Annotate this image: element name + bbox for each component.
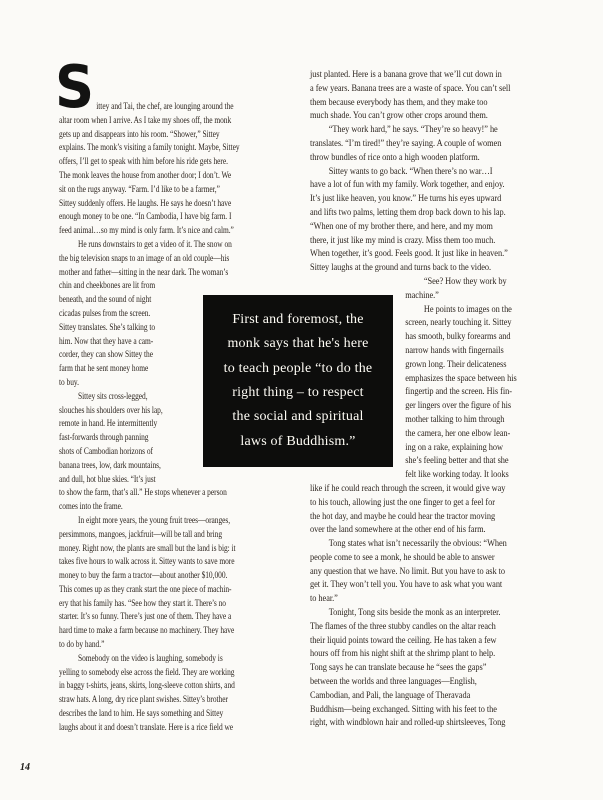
text-line: them because everybody has them, and they make too bbox=[310, 96, 488, 108]
text-line: fingertip and the screen. His fin- bbox=[405, 386, 512, 398]
text-line: has smooth, bulky forearms and bbox=[405, 331, 511, 343]
text-line: Tong says he can translate because he “sees the gaps” bbox=[310, 662, 487, 674]
text-line: in baggy t-shirts, jeans, skirts, long-sleeve cotton shirts, and bbox=[59, 680, 235, 692]
text-line: starter. It’s so funny. There’s just one of them. They have a bbox=[59, 611, 232, 623]
text-line: “They work hard,” he says. “They’re so heavy!” he bbox=[328, 124, 498, 136]
text-line: ger lingers over the figure of his bbox=[405, 400, 512, 412]
text-line: grown long. Their delicateness bbox=[405, 358, 507, 370]
text-line: Buddhism—being exchanged. Sitting with his feet to the bbox=[310, 703, 497, 715]
pull-quote-box bbox=[203, 295, 393, 467]
text-line: to do by hand.” bbox=[59, 639, 105, 651]
text-line: It’s just like heaven, you know.” He turns his eyes upward bbox=[310, 193, 502, 205]
text-line: Sittey sits cross-legged, bbox=[78, 390, 148, 402]
text-line: to show the farm, that’s all.” He stops whenever a person bbox=[59, 487, 227, 499]
text-line: altar room when I arrive. As I take my shoes off, the monk bbox=[59, 114, 232, 126]
text-line: remote in hand. He intermittently bbox=[59, 418, 158, 430]
text-line: him. Now that they have a cam- bbox=[59, 335, 154, 347]
text-line: straw hats. A long, dry rice plant swishes. Sittey’s brother bbox=[59, 694, 228, 706]
text-line: right, with windblown hair and rolled-up shirtsleeves, Tong bbox=[310, 717, 506, 729]
pull-quote-line: to teach people “to do the bbox=[223, 360, 373, 376]
text-line: Sittey translates. She’s talking to bbox=[59, 321, 156, 333]
text-line: to his touch, allowing just the one finger to get a feel for bbox=[310, 496, 496, 508]
text-line: In eight more years, the young fruit trees—oranges, bbox=[78, 514, 231, 526]
text-line: The flames of the three stubby candles on the altar reach bbox=[310, 620, 496, 632]
text-line: mother talking to him through bbox=[405, 413, 505, 425]
text-line: and dull, hot blue skies. “It’s just bbox=[59, 473, 156, 485]
text-line: enough money to be one. “In Cambodia, I have big farm. I bbox=[59, 211, 232, 223]
text-line: their liquid points toward the ceiling. He has taken a few bbox=[310, 634, 497, 646]
text-line: chin and cheekbones are lit from bbox=[59, 280, 156, 292]
text-line: takes five hours to walk across it. Sittey wants to save more bbox=[59, 556, 235, 568]
text-line: sit on the rugs anyway. “Farm. I’d like to be a farmer,” bbox=[59, 183, 220, 195]
text-line: people come to see a monk, he should be able to answer bbox=[310, 551, 495, 563]
text-line: machine.” bbox=[405, 289, 439, 301]
pull-quote-line: right thing – to respect bbox=[232, 385, 364, 400]
text-line: Sittey wants to go back. “When there’s no war…I bbox=[328, 165, 493, 177]
text-line: fast-forwards through panning bbox=[59, 432, 149, 444]
text-line: When together, it’s good. Feels good. It just like in heaven.” bbox=[310, 248, 508, 260]
text-line: and lifts two palms, letting them drop back down to his lap. bbox=[310, 206, 506, 218]
pull-quote-line: monk says that he's here bbox=[227, 336, 369, 352]
text-line: the hot day, and maybe he could hear the tractor moving bbox=[310, 510, 496, 522]
text-line: screen, nearly touching it. Sittey bbox=[405, 317, 512, 329]
text-line: This comes up as they crank start the one piece of machin- bbox=[59, 583, 232, 595]
text-line: “See? How they work by bbox=[423, 275, 507, 287]
text-line: Tong states what isn’t necessarily the obvious: “When bbox=[328, 538, 507, 550]
text-line: any question that we have. No limit. But you have to ask to bbox=[310, 565, 506, 577]
text-line: translates. “I’m tired!” they’re saying. A couple of women bbox=[310, 137, 502, 149]
text-line: gets up and disappears into his room. “Shower,” Sittey bbox=[59, 128, 220, 140]
text-line: she’s feeling better and that she bbox=[405, 455, 509, 467]
text-line: offers, I’ll get to speak with him before his ride gets here. bbox=[59, 156, 228, 168]
text-line: between the worlds and three languages—English, bbox=[310, 676, 477, 688]
text-line: ittey and Tai, the chef, are lounging around the bbox=[96, 101, 234, 112]
text-line: have a lot of fun with my family. Work together, and enjoy. bbox=[310, 179, 505, 191]
text-line: He points to images on the bbox=[423, 303, 512, 315]
text-line: narrow hands with fingernails bbox=[405, 344, 504, 356]
text-line: get it. They won’t tell you. You have to ask what you want bbox=[310, 579, 503, 591]
text-line: farm that he sent money home bbox=[59, 363, 149, 375]
text-line: corder, they can show Sittey the bbox=[59, 349, 154, 361]
pull-quote-line: laws of Buddhism.” bbox=[240, 433, 356, 449]
text-line: like if he could reach through the screen, it would give way bbox=[310, 482, 506, 494]
text-line: the camera, her one elbow lean- bbox=[405, 427, 511, 439]
text-line: laughs about it and doesn’t translate. Here is a rice field we bbox=[59, 721, 234, 733]
text-line: the big television snaps to an image of an old couple—his bbox=[59, 252, 230, 264]
text-line: Sittey laughs at the ground and turns back to the video. bbox=[310, 262, 492, 274]
text-line: over the land somewhere at the other end of his farm. bbox=[310, 524, 486, 536]
text-line: yelling to somebody else across the field. They are working bbox=[59, 666, 235, 678]
text-line: hours off from his night shift at the shrimp plant to help. bbox=[310, 648, 496, 660]
text-line: comes into the frame. bbox=[59, 501, 123, 513]
drop-cap: S bbox=[55, 52, 95, 121]
text-line: banana trees, low, dark mountains, bbox=[59, 459, 161, 471]
text-line: Somebody on the video is laughing, somebody is bbox=[78, 652, 223, 664]
text-line: Cambodian, and Pali, the language of Theravada bbox=[310, 689, 471, 701]
text-line: ing on a rake, explaining how bbox=[405, 441, 503, 453]
text-line: ery that his family has. “See how they start it. There’s no bbox=[59, 597, 226, 609]
text-line: there, it just like my mind is crazy. Miss them too much. bbox=[310, 234, 496, 246]
text-line: “When one of my brother there, and here, and my mom bbox=[310, 220, 493, 232]
pull-quote-line: First and foremost, the bbox=[232, 311, 364, 327]
text-line: throw bundles of rice onto a high wooden platform. bbox=[310, 151, 480, 163]
text-line: to buy. bbox=[59, 376, 79, 388]
text-line: mother and father—sitting in the near dark. The woman’s bbox=[59, 266, 229, 278]
text-line: Sittey suddenly offers. He laughs. He says he doesn’t have bbox=[59, 197, 232, 209]
text-line: persimmons, mangoes, jackfruit—will be tall and bring bbox=[59, 528, 223, 540]
text-line: just planted. Here is a banana grove that we’ll cut down in bbox=[310, 69, 502, 80]
text-line: He runs downstairs to get a video of it. The snow on bbox=[78, 238, 232, 250]
text-line: money. Right now, the plants are small but the land is big: it bbox=[59, 542, 236, 554]
text-line: Tonight, Tong sits beside the monk as an interpreter. bbox=[328, 607, 501, 619]
text-line: much shade. You can’t grow other crops around them. bbox=[310, 110, 488, 122]
text-line: beneath, and the sound of night bbox=[59, 294, 152, 306]
text-line: emphasizes the space between his bbox=[405, 372, 517, 384]
text-line: explains. The monk’s visiting a family tonight. Maybe, Sittey bbox=[59, 142, 240, 154]
text-line: felt like working today. It looks bbox=[405, 469, 509, 481]
text-line: money to buy the farm a tractor—about another $10,000. bbox=[59, 570, 228, 582]
text-line: a few years. Banana trees are a waste of space. You can’t sell bbox=[310, 82, 511, 94]
text-line: shots of Cambodian horizons of bbox=[59, 445, 153, 457]
page-number: 14 bbox=[20, 762, 30, 773]
text-line: hard time to make a farm because no machinery. They have bbox=[59, 625, 235, 637]
text-line: slouches his shoulders over his lap, bbox=[59, 404, 163, 416]
text-line: to hear.” bbox=[310, 593, 338, 605]
text-line: The monk leaves the house from another door; I don’t. We bbox=[59, 169, 232, 181]
text-line: cicadas pulses from the screen. bbox=[59, 307, 151, 319]
text-line: feed animal…so my mind is only farm. It’s nice and calm.” bbox=[59, 225, 234, 237]
text-line: describes the land to him. He says something and Sittey bbox=[59, 708, 224, 720]
pull-quote-line: the social and spiritual bbox=[232, 409, 364, 425]
